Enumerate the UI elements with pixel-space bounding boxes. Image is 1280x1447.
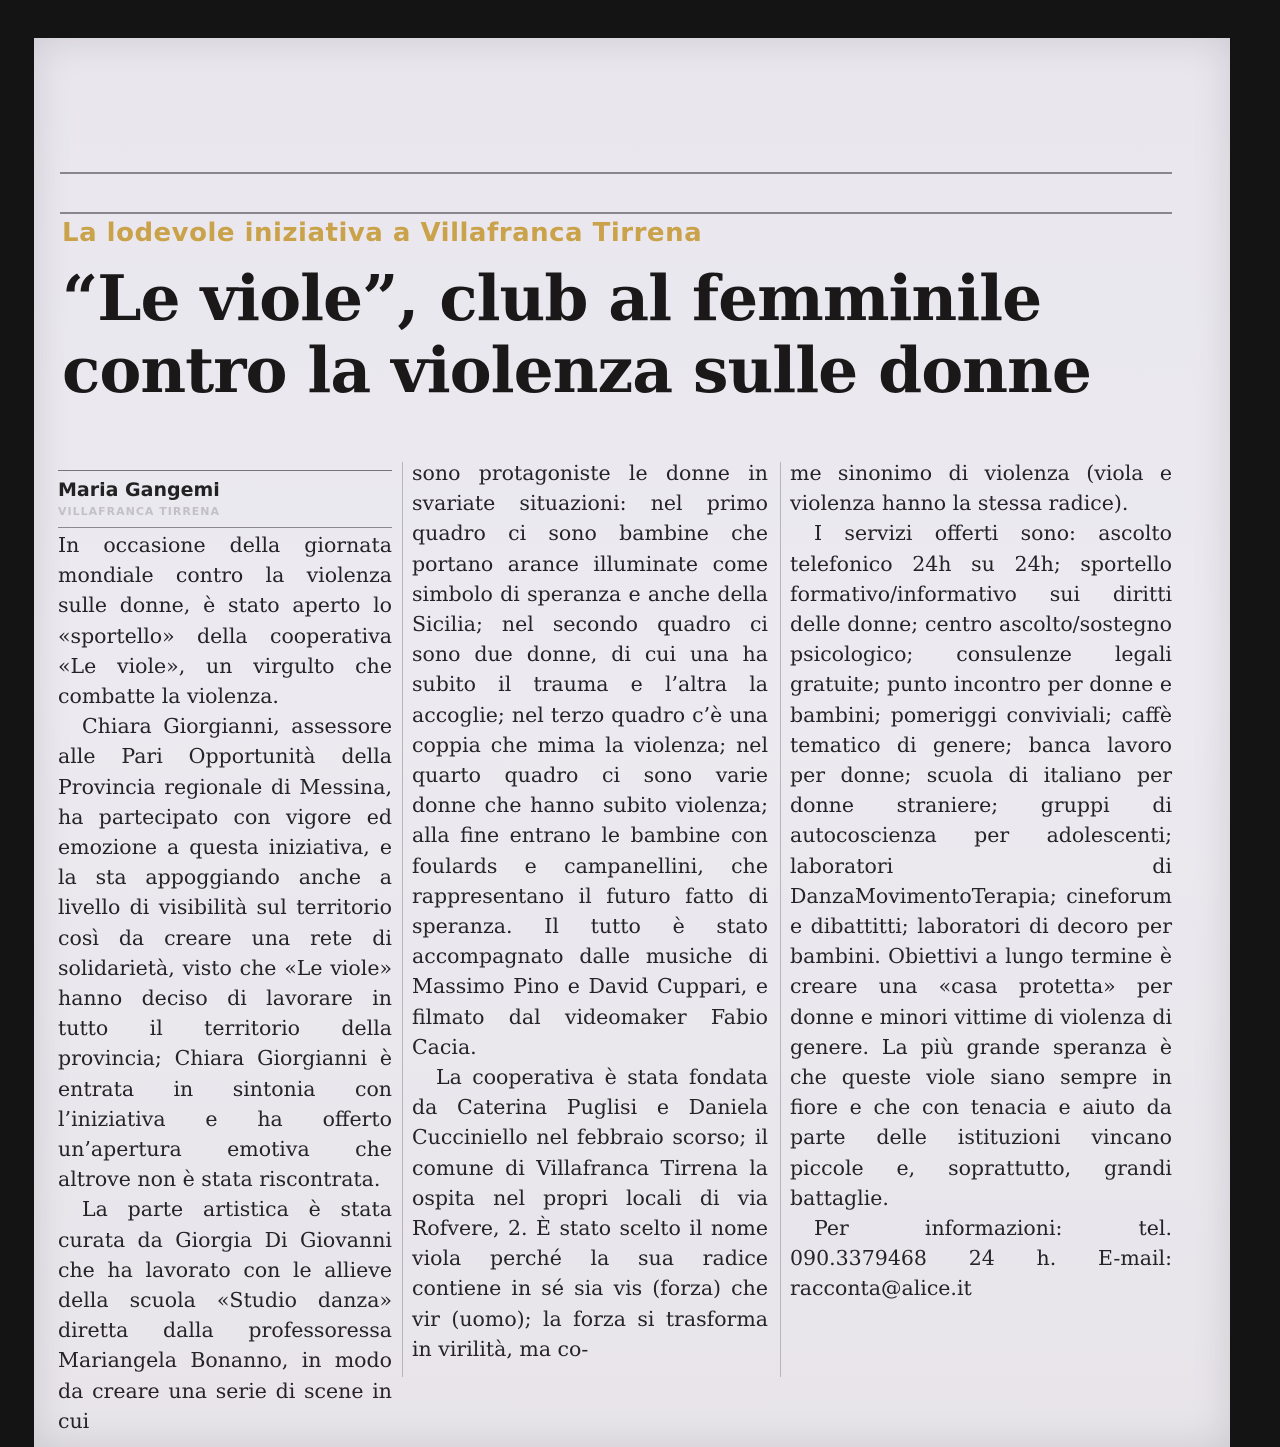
paragraph: Chiara Giorgianni, assessore alle Pari Opportunità della Provincia regionale di Messina, ha partecipato con vigore ed emozione a questa iniziativa, e la sta appoggiando anche a livello di visibilità sul territorio così da creare una rete di solidarietà, visto che «Le viole» hanno deciso di lavorare in tutto il territorio della provincia; Chiara Giorgianni è entrata in sintonia con l’iniziativa e ha offerto un’apertura emotiva che altrove non è stata riscontrata.: [58, 714, 392, 1192]
column-divider: [780, 462, 781, 1377]
paragraph: sono protagoniste le donne in svariate situazioni: nel primo quadro ci sono bambine che portano arance illuminate come simbolo di speranza e anche della Sicilia; nel secondo quadro ci sono due donne, di cui una ha subito il trauma e l’altra la accoglie; nel terzo quadro c’è una coppia che mima la violenza; nel quarto quadro ci sono varie donne che hanno subito violenza; alla fine entrano le bambine con foulards e campanellini, che rappresentano il futuro fatto di speranza. Il tutto è stato accompagnato dalle musiche di Massimo Pino e David Cuppari, e filmato dal videomaker Fabio Cacia.: [412, 461, 768, 1059]
kicker: La lodevole iniziativa a Villafranca Tirrena: [62, 218, 703, 248]
dateline: VILLAFRANCA TIRRENA: [58, 505, 221, 518]
paragraph: La cooperativa è stata fondata da Caterina Puglisi e Daniela Cucciniello nel febbraio scorso; il comune di Villafranca Tirrena la ospita nel propri locali di via Rofvere, 2. È stato scelto il nome viola perché la sua radice contiene in sé sia vis (forza) che vir (uomo); la forza si trasforma in virilità, ma co-: [412, 1065, 768, 1361]
headline-line-1: “Le viole”, club al femminile: [62, 261, 1042, 335]
paragraph: La parte artistica è stata curata da Giorgia Di Giovanni che ha lavorato con le allieve della scuola «Studio danza» diretta dalla professoressa Mariangela Bonanno, in modo da creare una serie di scene in cui: [58, 1197, 392, 1433]
article-column-1: [58, 462, 392, 1436]
paragraph: I servizi offerti sono: ascolto telefonico 24h su 24h; sportello formativo/informativo sui diritti delle donne; centro ascolto/sostegno psicologico; consulenze legali gratuite; punto incontro per donne e bambini; pomeriggi conviviali; caffè tematico di genere; banca lavoro per donne; scuola di italiano per donne straniere; gruppi di autocoscienza per adolescenti; laboratori di DanzaMovimentoTerapia; cineforum e dibattitti; laboratori di decoro per bambini. Obiettivi a lungo termine è creare una «casa protetta» per donne e minori vittime di violenza di genere. La più grande speranza è che queste viole siano sempre in fiore e che con tenacia e aiuto da parte delle istituzioni vincano piccole e, soprattutto, grandi battaglie.: [790, 521, 1172, 1210]
byline: Maria Gangemi: [58, 479, 220, 501]
top-rule: [60, 172, 1172, 174]
kicker-rule: [60, 212, 1172, 214]
byline-rule: [58, 470, 392, 471]
headline: [62, 262, 1202, 406]
article-column-2: [412, 458, 768, 1364]
article-column-3: [790, 458, 1172, 1304]
paragraph: me sinonimo di violenza (viola e violenza hanno la stessa radice).: [790, 461, 1172, 516]
headline-line-2: contro la violenza sulle donne: [62, 333, 1091, 407]
paragraph: In occasione della giornata mondiale contro la violenza sulle donne, è stato aperto lo «sportello» della cooperativa «Le viole», un virgulto che combatte la violenza.: [58, 533, 392, 709]
contact-info: Per informazioni: tel. 090.3379468 24 h. E-mail: racconta@alice.it: [790, 1216, 1172, 1301]
column-divider: [402, 462, 403, 1377]
byline-bottom-rule: [58, 527, 392, 528]
